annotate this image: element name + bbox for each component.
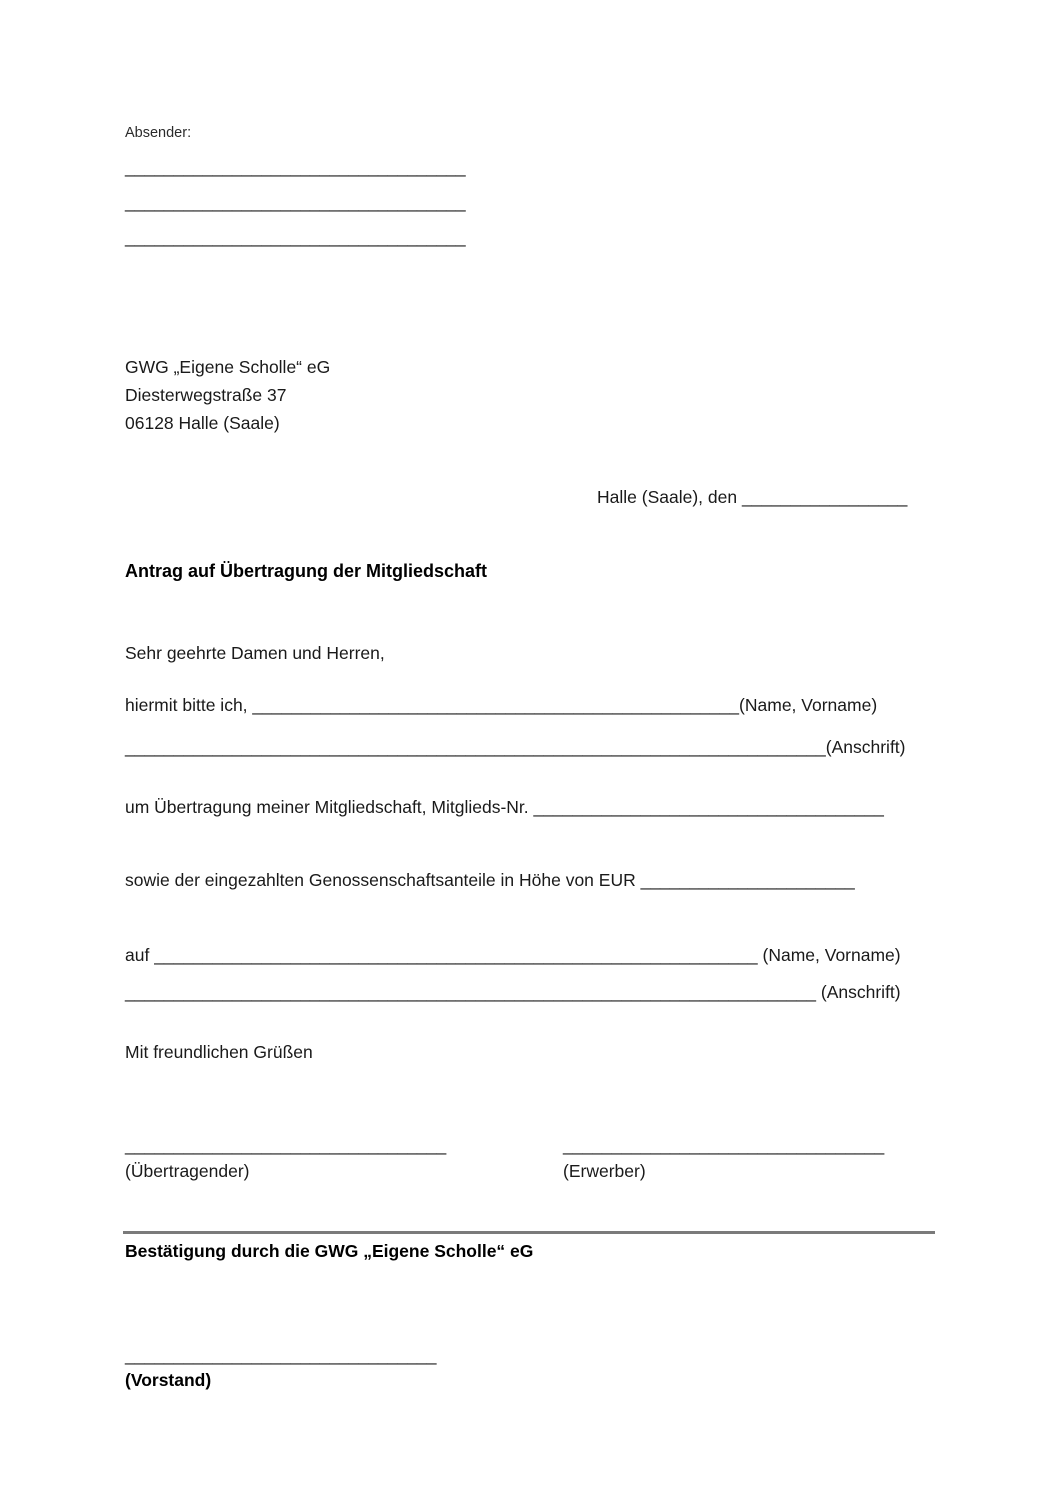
signature-line-acquirer: _________________________________ [563,1135,885,1155]
signature-label-acquirer: (Erwerber) [563,1161,646,1181]
membership-number-prefix: um Übertragung meiner Mitgliedschaft, Mitglieds-Nr. [125,797,534,817]
form-line-applicant-address [125,736,906,759]
transferee-name-hint: (Name, Vorname) [757,945,901,965]
date-line [597,486,907,509]
shares-amount-blank-field: ______________________ [640,870,855,890]
applicant-address-blank-field: ________________________________________________________________________ [125,737,826,757]
form-line-membership-number [125,796,884,819]
form-line-shares-amount [125,869,855,892]
sender-blank-line-2: ___________________________________ [125,192,466,212]
salutation: Sehr geehrte Damen und Herren, [125,643,385,663]
form-line-transferee-address [125,981,901,1004]
board-signature-label: (Vorstand) [125,1370,212,1390]
closing-line: Mit freundlichen Grüßen [125,1042,313,1062]
sender-label: Absender: [125,125,192,141]
sender-blank-line-1: ___________________________________ [125,157,466,177]
applicant-name-hint: (Name, Vorname) [739,695,878,715]
shares-amount-prefix: sowie der eingezahlten Genossenschaftsanteile in Höhe von EUR [125,870,641,890]
form-line-transferee-name [125,944,901,967]
date-blank-field: _________________ [741,487,908,507]
applicant-name-prefix: hiermit bitte ich, [125,695,253,715]
confirmation-heading: Bestätigung durch die GWG „Eigene Scholle“ eG [125,1241,534,1261]
board-signature-line: ________________________________ [125,1345,437,1365]
date-prefix: Halle (Saale), den [597,487,742,507]
membership-number-blank-field: ____________________________________ [533,797,884,817]
recipient-name: GWG „Eigene Scholle“ eG [125,357,331,377]
transferee-address-hint: (Anschrift) [816,982,901,1002]
signature-label-transferor: (Übertragender) [125,1161,250,1181]
transferee-name-prefix: auf [125,945,155,965]
form-line-applicant-name [125,694,877,717]
sender-blank-line-3: ___________________________________ [125,227,466,247]
subject-line: Antrag auf Übertragung der Mitgliedschaft [125,561,488,581]
applicant-name-blank-field: __________________________________________________ [252,695,740,715]
recipient-city: 06128 Halle (Saale) [125,413,280,433]
transferee-name-blank-field: ______________________________________________________________ [154,945,758,965]
applicant-address-hint: (Anschrift) [825,737,906,757]
transferee-address-blank-field: _______________________________________________________________________ [125,982,817,1002]
signature-line-transferor: _________________________________ [125,1135,447,1155]
section-divider [123,1231,935,1234]
recipient-street: Diesterwegstraße 37 [125,385,287,405]
